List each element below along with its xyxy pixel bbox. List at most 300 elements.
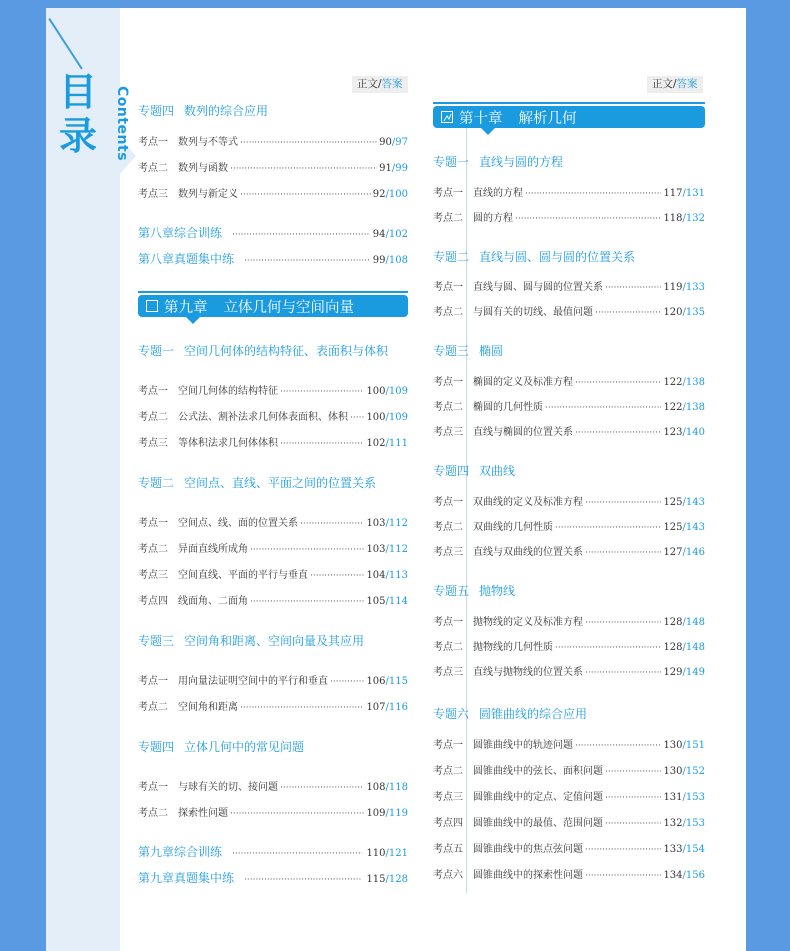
entry-leader bbox=[280, 387, 364, 397]
entry-page bbox=[663, 402, 705, 413]
entry-page-text: 120 bbox=[663, 307, 683, 318]
topic-heading[interactable] bbox=[433, 582, 515, 599]
entry-leader bbox=[605, 767, 661, 777]
toc-entry[interactable] bbox=[138, 514, 408, 528]
entry-point-label: 考点二 bbox=[433, 402, 463, 413]
entry-page-answer: 111 bbox=[388, 438, 408, 449]
entry-page-text: 103 bbox=[366, 518, 386, 529]
toc-entry[interactable] bbox=[138, 540, 408, 554]
summary-leader bbox=[244, 256, 369, 266]
entry-leader bbox=[300, 519, 364, 529]
entry-page bbox=[366, 544, 408, 555]
entry-page-sep: / bbox=[385, 438, 389, 449]
topic-heading[interactable] bbox=[138, 102, 268, 119]
chapter-pointer bbox=[481, 128, 495, 135]
entry-page-answer: 148 bbox=[685, 642, 705, 653]
entry-point-label: 考点二 bbox=[433, 307, 463, 318]
entry-page-sep: / bbox=[682, 427, 686, 438]
entry-title: 椭圆的定义及标准方程 bbox=[473, 377, 573, 388]
tag-left bbox=[352, 76, 408, 93]
entry-page-answer: 132 bbox=[685, 213, 705, 224]
entry-point-label: 考点三 bbox=[433, 792, 463, 803]
entry-title: 直线与椭圆的位置关系 bbox=[473, 427, 573, 438]
summary-page-sep: / bbox=[385, 229, 389, 240]
entry-page bbox=[663, 497, 705, 508]
toc-entry[interactable] bbox=[138, 698, 408, 712]
entry-leader bbox=[280, 439, 364, 449]
entry-point-label: 考点四 bbox=[138, 596, 168, 607]
entry-page bbox=[366, 676, 408, 687]
entry-page-text: 90 bbox=[379, 137, 392, 148]
entry-page-answer: 133 bbox=[685, 282, 705, 293]
chapter-summary-entry[interactable] bbox=[138, 843, 408, 859]
topic-title: 双曲线 bbox=[479, 464, 516, 478]
toc-page bbox=[46, 8, 746, 951]
entry-page-sep: / bbox=[682, 547, 686, 558]
entry-page-answer: 156 bbox=[685, 870, 705, 881]
entry-title: 圆锥曲线中的焦点弦问题 bbox=[473, 844, 583, 855]
toc-entry[interactable] bbox=[433, 814, 705, 828]
entry-page bbox=[663, 377, 705, 388]
entry-page bbox=[373, 189, 408, 200]
entry-page bbox=[663, 792, 705, 803]
entry-page-sep: / bbox=[385, 518, 389, 529]
summary-page-answer: 108 bbox=[388, 255, 408, 266]
entry-page-sep: / bbox=[682, 282, 686, 293]
chapter-rule bbox=[138, 291, 408, 293]
entry-page-answer: 112 bbox=[388, 544, 408, 555]
toc-entry[interactable] bbox=[433, 303, 705, 317]
tag-left-b: 答案 bbox=[381, 78, 403, 90]
entry-leader bbox=[585, 871, 661, 881]
entry-title: 等体积法求几何体体积 bbox=[178, 438, 278, 449]
entry-leader bbox=[330, 677, 364, 687]
entry-page-text: 92 bbox=[372, 189, 386, 200]
entry-page bbox=[663, 740, 705, 751]
entry-leader bbox=[230, 164, 377, 174]
entry-title: 探索性问题 bbox=[178, 808, 228, 819]
entry-page bbox=[366, 412, 408, 423]
entry-page-sep: / bbox=[385, 386, 389, 397]
entry-leader bbox=[575, 378, 661, 388]
entry-page bbox=[663, 213, 705, 224]
topic-title: 空间点、直线、平面之间的位置关系 bbox=[184, 476, 377, 490]
topic-title: 空间角和距离、空间向量及其应用 bbox=[184, 634, 365, 648]
entry-page-text: 130 bbox=[663, 766, 683, 777]
entry-page-answer: 115 bbox=[388, 676, 408, 687]
toc-entry[interactable] bbox=[433, 866, 705, 880]
summary-page bbox=[366, 874, 408, 885]
entry-page-text: 103 bbox=[366, 544, 386, 555]
topic-number: 专题三 bbox=[138, 634, 175, 648]
entry-leader bbox=[585, 498, 661, 508]
entry-page bbox=[663, 617, 705, 628]
summary-page bbox=[373, 255, 408, 266]
chapter-summary-entry[interactable] bbox=[138, 224, 408, 240]
toc-title-en: Contents bbox=[114, 86, 130, 162]
entry-page-text: 125 bbox=[663, 522, 683, 533]
toc-entry[interactable] bbox=[138, 185, 408, 199]
entry-page-sep: / bbox=[682, 818, 686, 829]
entry-page-answer: 151 bbox=[685, 740, 705, 751]
entry-title: 空间几何体的结构特征 bbox=[178, 386, 278, 397]
entry-page-answer: 109 bbox=[388, 412, 408, 423]
toc-entry[interactable] bbox=[433, 762, 705, 776]
entry-page-text: 128 bbox=[663, 642, 683, 653]
entry-page-text: 91 bbox=[379, 163, 392, 174]
entry-leader bbox=[240, 190, 371, 200]
entry-title: 线面角、二面角 bbox=[178, 596, 248, 607]
entry-page bbox=[366, 386, 408, 397]
chapter-name: 立体几何与空间向量 bbox=[223, 299, 354, 316]
entry-title: 与圆有关的切线、最值问题 bbox=[473, 307, 593, 318]
entry-page bbox=[366, 570, 408, 581]
entry-point-label: 考点二 bbox=[138, 163, 168, 174]
entry-page-text: 128 bbox=[663, 617, 683, 628]
summary-title: 第九章真题集中练 bbox=[138, 871, 235, 885]
toc-entry[interactable] bbox=[433, 663, 705, 677]
summary-page-answer: 102 bbox=[388, 229, 408, 240]
chapter-number: 第十章 bbox=[459, 110, 503, 127]
entry-page-answer: 138 bbox=[685, 402, 705, 413]
entry-page-answer: 116 bbox=[388, 702, 408, 713]
entry-title: 空间角和距离 bbox=[178, 702, 238, 713]
entry-page bbox=[663, 766, 705, 777]
toc-entry[interactable] bbox=[433, 184, 705, 198]
entry-title: 异面直线所成角 bbox=[178, 544, 248, 555]
toc-entry[interactable] bbox=[433, 373, 705, 387]
entry-page-answer: 97 bbox=[395, 137, 408, 148]
entry-leader bbox=[555, 643, 661, 653]
entry-page-answer: 149 bbox=[685, 667, 705, 678]
chapter-name: 解析几何 bbox=[518, 110, 577, 127]
entry-leader bbox=[240, 703, 364, 713]
entry-title: 直线的方程 bbox=[473, 188, 523, 199]
chapter-title bbox=[459, 107, 577, 128]
toc-entry[interactable] bbox=[433, 736, 705, 750]
entry-leader bbox=[585, 618, 661, 628]
summary-page-answer: 121 bbox=[388, 848, 408, 859]
entry-page-sep: / bbox=[682, 213, 686, 224]
summary-leader bbox=[244, 875, 362, 885]
summary-title: 第八章综合训练 bbox=[138, 226, 223, 240]
entry-title: 空间点、线、面的位置关系 bbox=[178, 518, 298, 529]
topic-heading[interactable] bbox=[433, 462, 515, 479]
entry-page bbox=[663, 307, 705, 318]
entry-page-text: 122 bbox=[663, 377, 683, 388]
entry-page-answer: 135 bbox=[685, 307, 705, 318]
summary-page bbox=[373, 229, 408, 240]
entry-point-label: 考点六 bbox=[433, 870, 463, 881]
entry-page-answer: 153 bbox=[685, 818, 705, 829]
topic-heading[interactable] bbox=[138, 738, 304, 755]
entry-point-label: 考点五 bbox=[433, 844, 463, 855]
topic-heading[interactable] bbox=[433, 153, 563, 170]
toc-entry[interactable] bbox=[433, 613, 705, 627]
entry-page bbox=[366, 782, 408, 793]
topic-heading[interactable] bbox=[138, 632, 364, 649]
topic-title: 直线与圆、圆与圆的位置关系 bbox=[479, 250, 636, 264]
entry-page-sep: / bbox=[385, 596, 389, 607]
entry-leader bbox=[250, 597, 364, 607]
entry-page bbox=[366, 438, 408, 449]
toc-title: 目录 bbox=[58, 70, 97, 158]
chart-icon bbox=[441, 111, 453, 123]
topic-title: 数列的综合应用 bbox=[184, 104, 269, 118]
entry-page-sep: / bbox=[682, 307, 686, 318]
entry-title: 圆锥曲线中的弦长、面积问题 bbox=[473, 766, 603, 777]
entry-title: 圆锥曲线中的定点、定值问题 bbox=[473, 792, 603, 803]
entry-leader bbox=[605, 793, 661, 803]
entry-page-answer: 152 bbox=[685, 766, 705, 777]
entry-page-sep: / bbox=[682, 792, 686, 803]
entry-leader bbox=[555, 523, 661, 533]
summary-page-sep: / bbox=[385, 874, 389, 885]
summary-page-sep: / bbox=[385, 255, 389, 266]
tag-left-a: 正文 bbox=[357, 78, 378, 90]
entry-page-sep: / bbox=[682, 402, 686, 413]
summary-page-text: 99 bbox=[372, 255, 386, 266]
topic-number: 专题二 bbox=[138, 476, 175, 490]
entry-page-sep: / bbox=[682, 740, 686, 751]
entry-title: 直线与圆、圆与圆的位置关系 bbox=[473, 282, 603, 293]
entry-point-label: 考点三 bbox=[138, 570, 168, 581]
entry-page-answer: 131 bbox=[685, 188, 705, 199]
entry-leader bbox=[525, 189, 661, 199]
entry-title: 双曲线的定义及标准方程 bbox=[473, 497, 583, 508]
entry-page-answer: 143 bbox=[685, 497, 705, 508]
entry-point-label: 考点三 bbox=[433, 427, 463, 438]
entry-point-label: 考点三 bbox=[433, 667, 463, 678]
entry-page-answer: 119 bbox=[388, 808, 408, 819]
entry-title: 抛物线的定义及标准方程 bbox=[473, 617, 583, 628]
entry-page-answer: 112 bbox=[388, 518, 408, 529]
entry-point-label: 考点二 bbox=[138, 808, 168, 819]
entry-page-text: 105 bbox=[366, 596, 386, 607]
summary-page-text: 94 bbox=[372, 229, 386, 240]
chapter-summary-entry[interactable] bbox=[138, 869, 408, 885]
entry-page bbox=[663, 427, 705, 438]
entry-page-answer: 143 bbox=[685, 522, 705, 533]
chapter-heading[interactable] bbox=[433, 106, 705, 128]
entry-page-sep: / bbox=[391, 163, 396, 174]
toc-entry[interactable] bbox=[138, 159, 408, 173]
toc-entry[interactable] bbox=[433, 788, 705, 802]
summary-leader bbox=[232, 849, 362, 859]
entry-point-label: 考点一 bbox=[138, 137, 168, 148]
topic-title: 椭圆 bbox=[479, 344, 504, 358]
entry-page bbox=[366, 596, 408, 607]
topic-number: 专题一 bbox=[433, 155, 470, 169]
entry-leader bbox=[605, 819, 661, 829]
entry-point-label: 考点二 bbox=[138, 702, 168, 713]
entry-leader bbox=[350, 413, 364, 423]
entry-page-text: 118 bbox=[663, 213, 683, 224]
topic-number: 专题四 bbox=[138, 740, 175, 754]
entry-page-answer: 100 bbox=[388, 189, 408, 200]
entry-page-answer: 99 bbox=[395, 163, 408, 174]
entry-page-sep: / bbox=[682, 522, 686, 533]
summary-page-text: 110 bbox=[366, 848, 386, 859]
entry-page-text: 127 bbox=[663, 547, 683, 558]
entry-page-sep: / bbox=[385, 782, 389, 793]
toc-entry[interactable] bbox=[138, 382, 408, 396]
entry-leader bbox=[310, 571, 364, 581]
entry-point-label: 考点一 bbox=[433, 740, 463, 751]
entry-title: 用向量法证明空间中的平行和垂直 bbox=[178, 676, 328, 687]
topic-title: 圆锥曲线的综合应用 bbox=[479, 707, 588, 721]
entry-page bbox=[663, 870, 705, 881]
chapter-summary-entry[interactable] bbox=[138, 250, 408, 266]
toc-entry[interactable] bbox=[433, 423, 705, 437]
summary-page bbox=[366, 848, 408, 859]
toc-entry[interactable] bbox=[138, 592, 408, 606]
topic-title: 直线与圆的方程 bbox=[479, 155, 564, 169]
entry-page bbox=[366, 702, 408, 713]
summary-page-sep: / bbox=[385, 848, 389, 859]
chapter-heading[interactable] bbox=[138, 295, 408, 317]
entry-page bbox=[663, 818, 705, 829]
entry-page-text: 100 bbox=[366, 412, 386, 423]
entry-page bbox=[663, 844, 705, 855]
toc-entry[interactable] bbox=[433, 543, 705, 557]
chapter-pointer bbox=[186, 317, 200, 324]
entry-point-label: 考点二 bbox=[138, 412, 168, 423]
entry-title: 圆的方程 bbox=[473, 213, 513, 224]
entry-point-label: 考点一 bbox=[138, 676, 168, 687]
entry-page-sep: / bbox=[682, 844, 686, 855]
entry-leader bbox=[575, 741, 661, 751]
summary-title: 第九章综合训练 bbox=[138, 845, 223, 859]
entry-page-text: 104 bbox=[366, 570, 386, 581]
entry-page-text: 106 bbox=[366, 676, 386, 687]
topic-heading[interactable] bbox=[433, 342, 503, 359]
entry-title: 椭圆的几何性质 bbox=[473, 402, 543, 413]
entry-leader bbox=[280, 783, 364, 793]
toc-entry[interactable] bbox=[138, 133, 408, 147]
entry-leader bbox=[595, 308, 661, 318]
toc-entry[interactable] bbox=[138, 672, 408, 686]
topic-number: 专题六 bbox=[433, 707, 470, 721]
entry-page-text: 117 bbox=[663, 188, 683, 199]
topic-number: 专题一 bbox=[138, 344, 175, 358]
topic-heading[interactable] bbox=[433, 248, 635, 265]
topic-number: 专题四 bbox=[433, 464, 470, 478]
entry-title: 圆锥曲线中的最值、范围问题 bbox=[473, 818, 603, 829]
entry-page-text: 125 bbox=[663, 497, 683, 508]
toc-entry[interactable] bbox=[138, 408, 408, 422]
toc-entry[interactable] bbox=[433, 840, 705, 854]
entry-page-sep: / bbox=[385, 544, 389, 555]
topic-heading[interactable] bbox=[138, 474, 376, 491]
entry-leader bbox=[585, 548, 661, 558]
toc-entry[interactable] bbox=[433, 209, 705, 223]
entry-title: 直线与双曲线的位置关系 bbox=[473, 547, 583, 558]
entry-page-text: 133 bbox=[663, 844, 683, 855]
entry-page bbox=[663, 547, 705, 558]
entry-title: 双曲线的几何性质 bbox=[473, 522, 553, 533]
toc-entry[interactable] bbox=[433, 278, 705, 292]
entry-point-label: 考点二 bbox=[433, 766, 463, 777]
entry-title: 公式法、割补法求几何体表面积、体积 bbox=[178, 412, 348, 423]
entry-leader bbox=[575, 428, 661, 438]
topic-heading[interactable] bbox=[433, 705, 587, 722]
entry-page-sep: / bbox=[682, 188, 686, 199]
entry-title: 直线与抛物线的位置关系 bbox=[473, 667, 583, 678]
square-icon bbox=[146, 300, 158, 312]
entry-page bbox=[663, 188, 705, 199]
entry-title: 数列与函数 bbox=[178, 163, 228, 174]
entry-page-text: 131 bbox=[663, 792, 683, 803]
tag-right-b: 答案 bbox=[676, 78, 698, 90]
entry-page-text: 130 bbox=[663, 740, 683, 751]
chapter-rule bbox=[433, 102, 705, 104]
entry-point-label: 考点一 bbox=[433, 282, 463, 293]
entry-page-sep: / bbox=[682, 642, 686, 653]
entry-page-text: 132 bbox=[663, 818, 683, 829]
entry-leader bbox=[240, 138, 377, 148]
entry-page-sep: / bbox=[385, 702, 389, 713]
entry-page-answer: 113 bbox=[388, 570, 408, 581]
entry-page bbox=[379, 163, 408, 174]
summary-page-text: 115 bbox=[366, 874, 386, 885]
entry-page-sep: / bbox=[385, 189, 389, 200]
toc-entry[interactable] bbox=[433, 638, 705, 652]
entry-page bbox=[366, 808, 408, 819]
toc-entry[interactable] bbox=[433, 398, 705, 412]
toc-entry[interactable] bbox=[138, 434, 408, 448]
toc-entry[interactable] bbox=[138, 566, 408, 580]
entry-leader bbox=[585, 668, 661, 678]
entry-title: 圆锥曲线中的探索性问题 bbox=[473, 870, 583, 881]
entry-leader bbox=[250, 545, 364, 555]
entry-page-sep: / bbox=[682, 870, 686, 881]
entry-page-sep: / bbox=[682, 377, 686, 388]
entry-page bbox=[663, 667, 705, 678]
entry-point-label: 考点二 bbox=[433, 522, 463, 533]
toc-entry[interactable] bbox=[433, 518, 705, 532]
entry-page-answer: 154 bbox=[685, 844, 705, 855]
entry-page-sep: / bbox=[682, 667, 686, 678]
entry-page-text: 129 bbox=[663, 667, 683, 678]
entry-point-label: 考点四 bbox=[433, 818, 463, 829]
toc-entry[interactable] bbox=[433, 493, 705, 507]
entry-page-text: 108 bbox=[366, 782, 386, 793]
toc-entry[interactable] bbox=[138, 778, 408, 792]
entry-page-answer: 114 bbox=[388, 596, 408, 607]
entry-page-sep: / bbox=[385, 570, 389, 581]
entry-leader bbox=[585, 845, 661, 855]
entry-leader bbox=[605, 283, 661, 293]
topic-number: 专题三 bbox=[433, 344, 470, 358]
topic-number: 专题四 bbox=[138, 104, 175, 118]
toc-entry[interactable] bbox=[138, 804, 408, 818]
topic-heading[interactable] bbox=[138, 342, 388, 359]
summary-leader bbox=[232, 230, 369, 240]
entry-point-label: 考点三 bbox=[138, 438, 168, 449]
entry-leader bbox=[545, 403, 661, 413]
entry-point-label: 考点一 bbox=[433, 377, 463, 388]
entry-page-sep: / bbox=[682, 617, 686, 628]
entry-title: 抛物线的几何性质 bbox=[473, 642, 553, 653]
summary-title: 第八章真题集中练 bbox=[138, 252, 235, 266]
entry-page-answer: 146 bbox=[685, 547, 705, 558]
entry-point-label: 考点一 bbox=[138, 518, 168, 529]
entry-point-label: 考点二 bbox=[433, 642, 463, 653]
entry-page bbox=[379, 137, 408, 148]
entry-leader bbox=[515, 214, 661, 224]
entry-page-answer: 140 bbox=[685, 427, 705, 438]
